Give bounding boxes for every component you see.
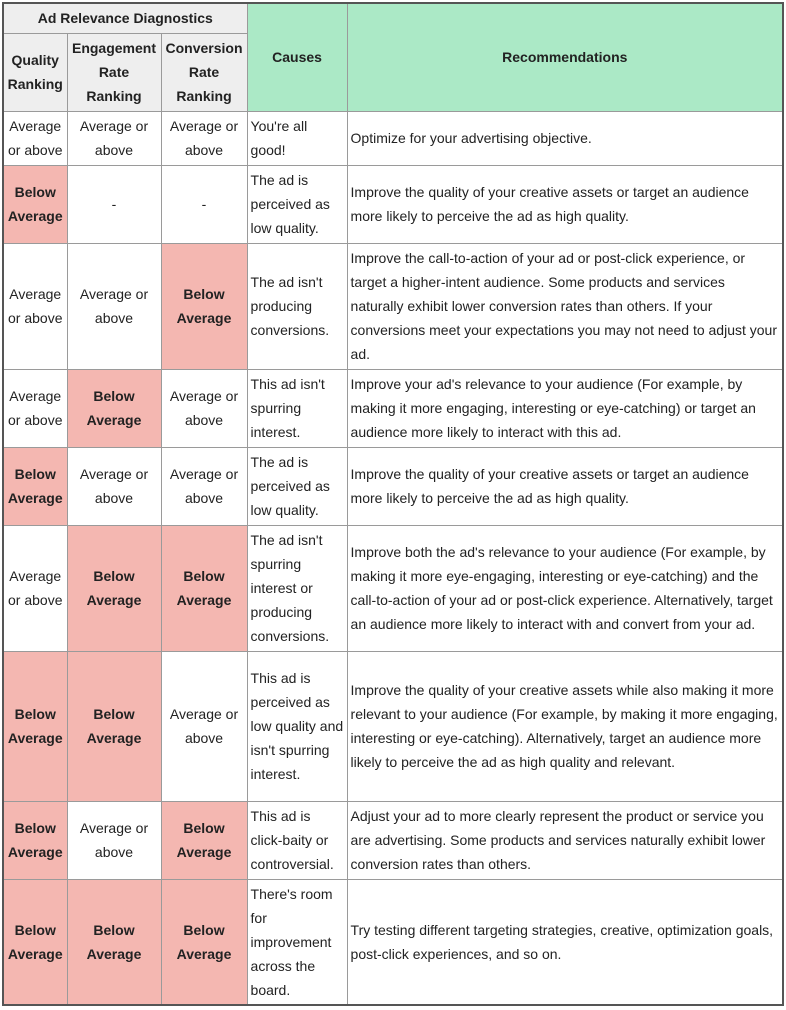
conversion-cell: Below Average [161, 525, 247, 651]
recommendation-cell: Improve both the ad's relevance to your audience (For example, by making it more eye-engaging, interesting or eye-catching) and the call-to-action of your ad or post-click experience. Alternatively, target an audience more likely to interact with and convert from your ad. [347, 525, 783, 651]
table-row [3, 447, 783, 525]
table-row [3, 243, 783, 369]
recommendation-cell: Improve your ad's relevance to your audience (For example, by making it more engaging, interesting or eye-catching) or target an audience more likely to interact with this ad. [347, 369, 783, 447]
engagement-cell: Average or above [67, 801, 161, 879]
quality-cell: Average or above [3, 369, 67, 447]
engagement-cell: Average or above [67, 111, 161, 165]
recommendation-cell: Try testing different targeting strategies, creative, optimization goals, post-click experiences, and so on. [347, 879, 783, 1005]
recommendation-cell: Improve the quality of your creative assets or target an audience more likely to perceive the ad as high quality. [347, 447, 783, 525]
recommendation-cell: Optimize for your advertising objective. [347, 111, 783, 165]
quality-ranking-header: Quality Ranking [3, 33, 67, 111]
cause-cell: This ad isn't spurring interest. [247, 369, 347, 447]
conversion-cell: Below Average [161, 243, 247, 369]
engagement-cell: - [67, 165, 161, 243]
conversion-cell: Below Average [161, 879, 247, 1005]
table-row [3, 525, 783, 651]
diagnostics-group-header: Ad Relevance Diagnostics [3, 3, 247, 33]
quality-cell: Average or above [3, 243, 67, 369]
conversion-cell: Average or above [161, 447, 247, 525]
recommendation-cell: Adjust your ad to more clearly represent the product or service you are advertising. Some products and services naturally exhibit lower conversion rates than others. [347, 801, 783, 879]
table-row [3, 165, 783, 243]
quality-cell: Below Average [3, 165, 67, 243]
ad-relevance-table [2, 2, 784, 1006]
recommendations-header: Recommendations [347, 3, 783, 111]
table-row [3, 369, 783, 447]
engagement-ranking-header: Engagement Rate Ranking [67, 33, 161, 111]
conversion-cell: Average or above [161, 651, 247, 801]
quality-cell: Below Average [3, 447, 67, 525]
recommendation-cell: Improve the call-to-action of your ad or post-click experience, or target a higher-intent audience. Some products and services naturally exhibit lower conversion rates than others. If your conversions meet your expectations you may not need to adjust your ad. [347, 243, 783, 369]
causes-header: Causes [247, 3, 347, 111]
cause-cell: There's room for improvement across the board. [247, 879, 347, 1005]
conversion-cell: Average or above [161, 111, 247, 165]
table-row [3, 801, 783, 879]
conversion-ranking-header: Conversion Rate Ranking [161, 33, 247, 111]
quality-cell: Average or above [3, 111, 67, 165]
cause-cell: This ad is click-baity or controversial. [247, 801, 347, 879]
engagement-cell: Below Average [67, 651, 161, 801]
engagement-cell: Below Average [67, 369, 161, 447]
cause-cell: The ad isn't producing conversions. [247, 243, 347, 369]
cause-cell: This ad is perceived as low quality and isn't spurring interest. [247, 651, 347, 801]
quality-cell: Average or above [3, 525, 67, 651]
cause-cell: The ad isn't spurring interest or producing conversions. [247, 525, 347, 651]
conversion-cell: Below Average [161, 801, 247, 879]
recommendation-cell: Improve the quality of your creative assets or target an audience more likely to perceive the ad as high quality. [347, 165, 783, 243]
table-row [3, 111, 783, 165]
cause-cell: The ad is perceived as low quality. [247, 165, 347, 243]
recommendation-cell: Improve the quality of your creative assets while also making it more relevant to your audience (For example, by making it more engaging, interesting or eye-catching). Alternatively, target an audience more likely to perceive the ad as high quality and relevant. [347, 651, 783, 801]
engagement-cell: Below Average [67, 879, 161, 1005]
conversion-cell: - [161, 165, 247, 243]
cause-cell: The ad is perceived as low quality. [247, 447, 347, 525]
header-row-group [3, 3, 783, 33]
quality-cell: Below Average [3, 879, 67, 1005]
engagement-cell: Average or above [67, 447, 161, 525]
cause-cell: You're all good! [247, 111, 347, 165]
table-row [3, 651, 783, 801]
engagement-cell: Average or above [67, 243, 161, 369]
quality-cell: Below Average [3, 651, 67, 801]
quality-cell: Below Average [3, 801, 67, 879]
engagement-cell: Below Average [67, 525, 161, 651]
table-row [3, 879, 783, 1005]
conversion-cell: Average or above [161, 369, 247, 447]
